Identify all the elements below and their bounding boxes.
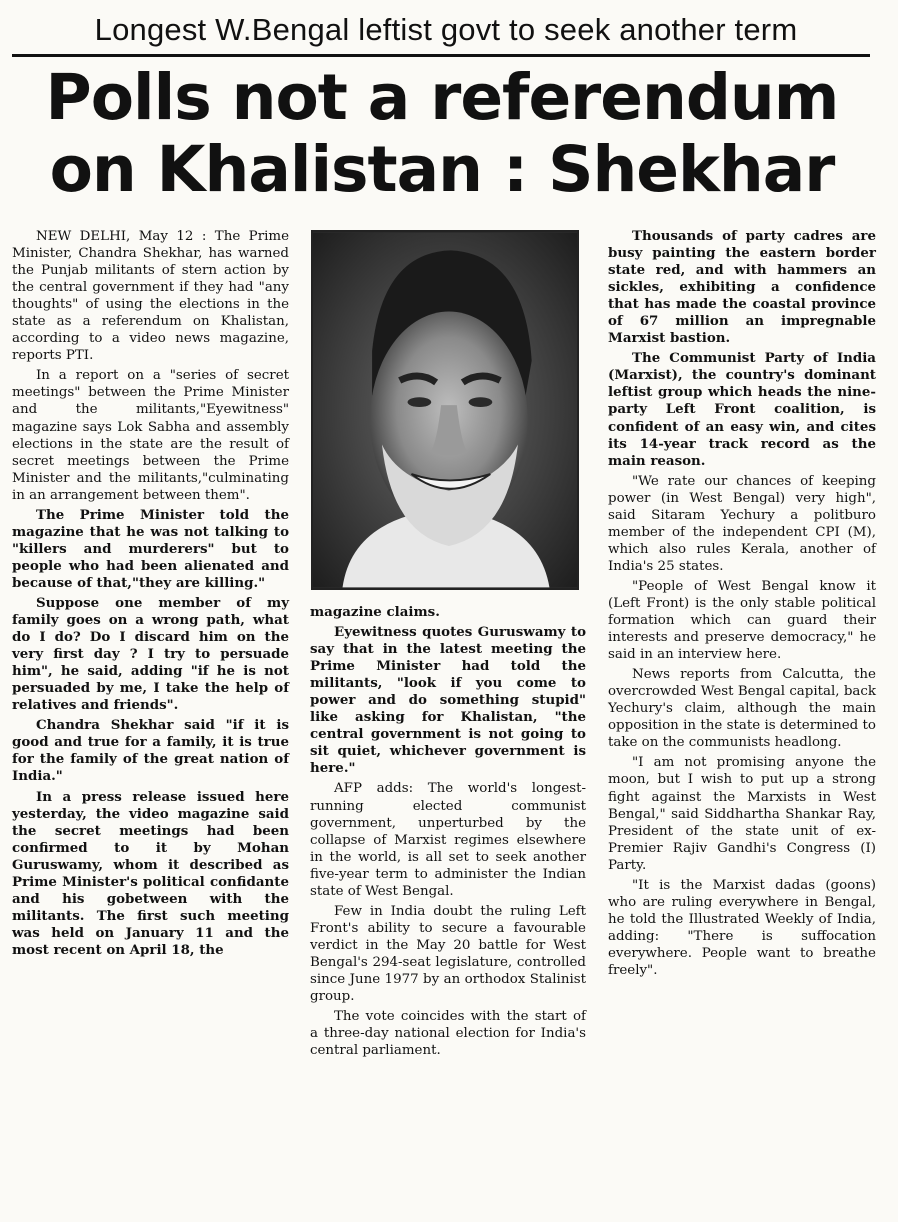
paragraph: Chandra Shekhar said "if it is good and true for a family, it is true for the family of the great nation of India." xyxy=(12,717,289,785)
paragraph: Eyewitness quotes Guruswamy to say that in the latest meeting the Prime Minister had told the militants, "look if you come to power and do something stupid" like asking for Khalistan, "the central government is not going to sit quiet, whichever government is here." xyxy=(310,624,586,777)
paragraph: Thousands of party cadres are busy painting the eastern border state red, and with hammers an sickles, exhibiting a confidence that has made the coastal province of 67 million an impregnable Marxist bastion. xyxy=(608,228,876,347)
portrait-photo-icon xyxy=(313,232,577,588)
paragraph: "I am not promising anyone the moon, but I wish to put up a strong fight against the Marxists in West Bengal," said Siddhartha Shankar Ray, President of the state unit of ex-Premier Rajiv Gandhi's Congress (I) Party. xyxy=(608,755,876,873)
paragraph: magazine claims. xyxy=(310,604,440,620)
headline-rule xyxy=(12,54,870,57)
paragraph: In a press release issued here yesterday, the video magazine said the secret meetings had been confirmed to it by Mohan Guruswamy, whom it described as Prime Minister's political confidante and his gobetween with the militants. The first such meeting was held on January 11 and the most recent on April 18, the xyxy=(12,788,289,958)
paragraph: Few in India doubt the ruling Left Front's ability to secure a favourable verdict in the May 20 battle for West Bengal's 294-seat legislature, controlled since June 1977 by an orthodox Stalinist group. xyxy=(310,903,586,1005)
paragraph: News reports from Calcutta, the overcrowded West Bengal capital, back Yechury's claim, although the main opposition in the state is determined to take on the communists headlong. xyxy=(608,667,876,751)
paragraph: The Communist Party of India (Marxist), the country's dominant leftist group which heads the nine-party Left Front coalition, is confident of an easy win, and cites its 14-year track record as the main reason. xyxy=(608,350,876,469)
paragraph: The vote coincides with the start of a three-day national election for India's central parliament. xyxy=(310,1009,586,1059)
article-column-1 xyxy=(12,228,289,962)
main-headline: Polls not a referendum on Khalistan : Shekhar xyxy=(45,61,839,206)
article-column-2 xyxy=(310,604,586,1062)
paragraph: AFP adds: The world's longest-running elected communist government, unperturbed by the collapse of Marxist regimes elsewhere in the world, is all set to seek another five-year term to administer the Indian state of West Bengal. xyxy=(310,781,586,899)
paragraph: Suppose one member of my family goes on a wrong path, what do I do? Do I discard him on the very first day ? I try to persuade him", he said, adding "if he is not persuaded by me, I take the help of relatives and friends". xyxy=(12,594,289,714)
kicker-headline: Longest W.Bengal leftist govt to seek another term xyxy=(94,12,798,47)
paragraph: "We rate our chances of keeping power (in West Bengal) very high", said Sitaram Yechury a politburo member of the independent CPI (M), which also rules Kerala, another of India's 25 states. xyxy=(608,473,876,574)
paragraph: The Prime Minister told the magazine that he was not talking to "killers and murderers" but to people who had been alienated and because of that,"they are killing." xyxy=(12,506,289,591)
paragraph: NEW DELHI, May 12 : The Prime Minister, Chandra Shekhar, has warned the Punjab militants of stern action by the central government if they had "any thoughts" of using the elections in the state as a referendum on Khalistan, according to a video news magazine, reports PTI. xyxy=(12,229,289,364)
paragraph: In a report on a "series of secret meetings" between the Prime Minister and the militants,"Eyewitness" magazine says Lok Sabha and assembly elections in the state are the result of secret meetings between the Prime Minister and the militants,"culminating in an arrangement between them". xyxy=(12,368,289,503)
paragraph: "It is the Marxist dadas (goons) who are ruling everywhere in Bengal, he told the Illustrated Weekly of India, adding: "There is suffocation everywhere. People want to breathe freely". xyxy=(608,877,876,978)
article-column-3 xyxy=(608,228,876,982)
portrait-photo xyxy=(311,230,579,590)
paragraph: "People of West Bengal know it (Left Front) is the only stable political formation which can guard their interests and preserve democracy," he said in an interview here. xyxy=(608,578,876,663)
